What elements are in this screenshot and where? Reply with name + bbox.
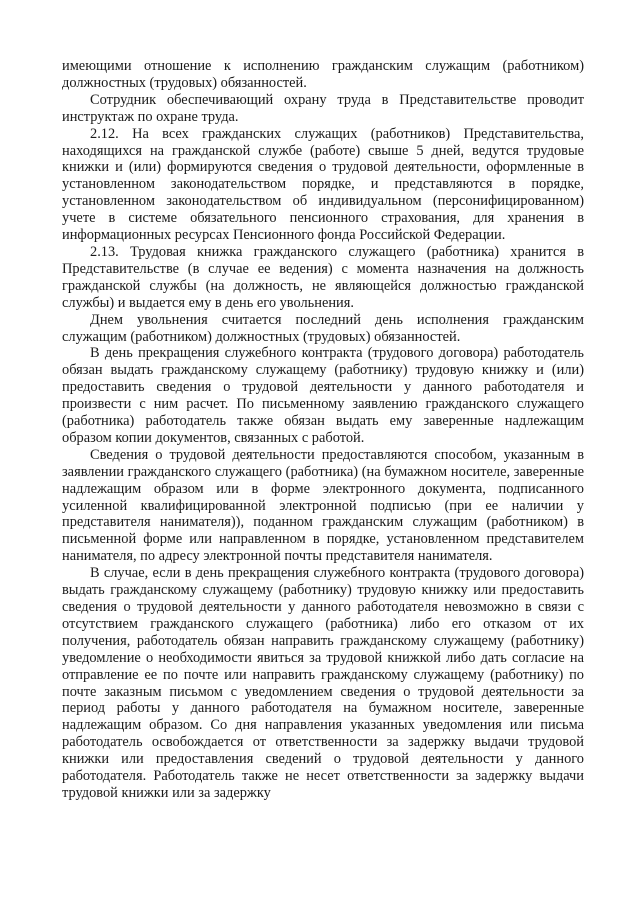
paragraph-6: В день прекращения служебного контракта (трудового договора) работодатель обязан выдать гражданскому служащему (работнику) трудовую книжку и (или) предоставить сведения о трудовой деятельности у данного работодателя и произвести с ним расчет. По письменному заявлению гражданского служащего (работника) работодатель также обязан выдать ему заверенные надлежащим образом копии документов, связанных с работой. bbox=[62, 345, 584, 446]
paragraph-5: Днем увольнения считается последний день исполнения гражданским служащим (работником) должностных (трудовых) обязанностей. bbox=[62, 311, 584, 345]
paragraph-4: 2.13. Трудовая книжка гражданского служащего (работника) хранится в Представительстве (в случае ее ведения) с момента назначения на должность гражданской службы (на должность, не являющейся должностью гражданской службы) и выдается ему в день его увольнения. bbox=[62, 243, 584, 311]
paragraph-2: Сотрудник обеспечивающий охрану труда в Представительстве проводит инструктаж по охране труда. bbox=[62, 91, 584, 125]
paragraph-7: Сведения о трудовой деятельности предоставляются способом, указанным в заявлении гражданского служащего (работника) (на бумажном носителе, заверенные надлежащим образом или в форме электронного документа, подписанного усиленной квалифицированной электронной подписью (при ее наличии у представителя нанимателя)), поданном гражданским служащим (работником) в письменной форме или направленном в порядке, установленном представителем нанимателя, по адресу электронной почты представителя нанимателя. bbox=[62, 446, 584, 565]
paragraph-3: 2.12. На всех гражданских служащих (работников) Представительства, находящихся на гражданской службе (работе) свыше 5 дней, ведутся трудовые книжки и (или) формируются сведения о трудовой деятельности, оформленные в установленном законодательством порядке, и представляются в порядке, установленном законодательством об индивидуальном (персонифицированном) учете в системе обязательного пенсионного страхования, для хранения в информационных ресурсах Пенсионного фонда Российской Федерации. bbox=[62, 125, 584, 244]
paragraph-1: имеющими отношение к исполнению гражданским служащим (работником) должностных (трудовых) обязанностей. bbox=[62, 58, 584, 91]
paragraph-8: В случае, если в день прекращения служебного контракта (трудового договора) выдать гражданскому служащему (работнику) трудовую книжку или предоставить сведения о трудовой деятельности у данного работодателя невозможно в связи с отсутствием гражданского служащего (работника) либо его отказом от их получения, работодатель обязан направить гражданскому служащему (работнику) уведомление о необходимости явиться за трудовой книжкой либо дать согласие на отправление ее по почте или направить гражданскому служащему (работнику) по почте заказным письмом с уведомлением сведения о трудовой деятельности за период работы у данного работодателя на бумажном носителе, заверенные надлежащим образом. Со дня направления указанных уведомления или письма работодатель освобождается от ответственности за задержку выдачи трудовой книжки или предоставления сведений о трудовой деятельности у данного работодателя. Работодатель также не несет ответственности за задержку выдачи трудовой книжки или за задержку bbox=[62, 565, 584, 801]
document-page bbox=[62, 58, 584, 802]
